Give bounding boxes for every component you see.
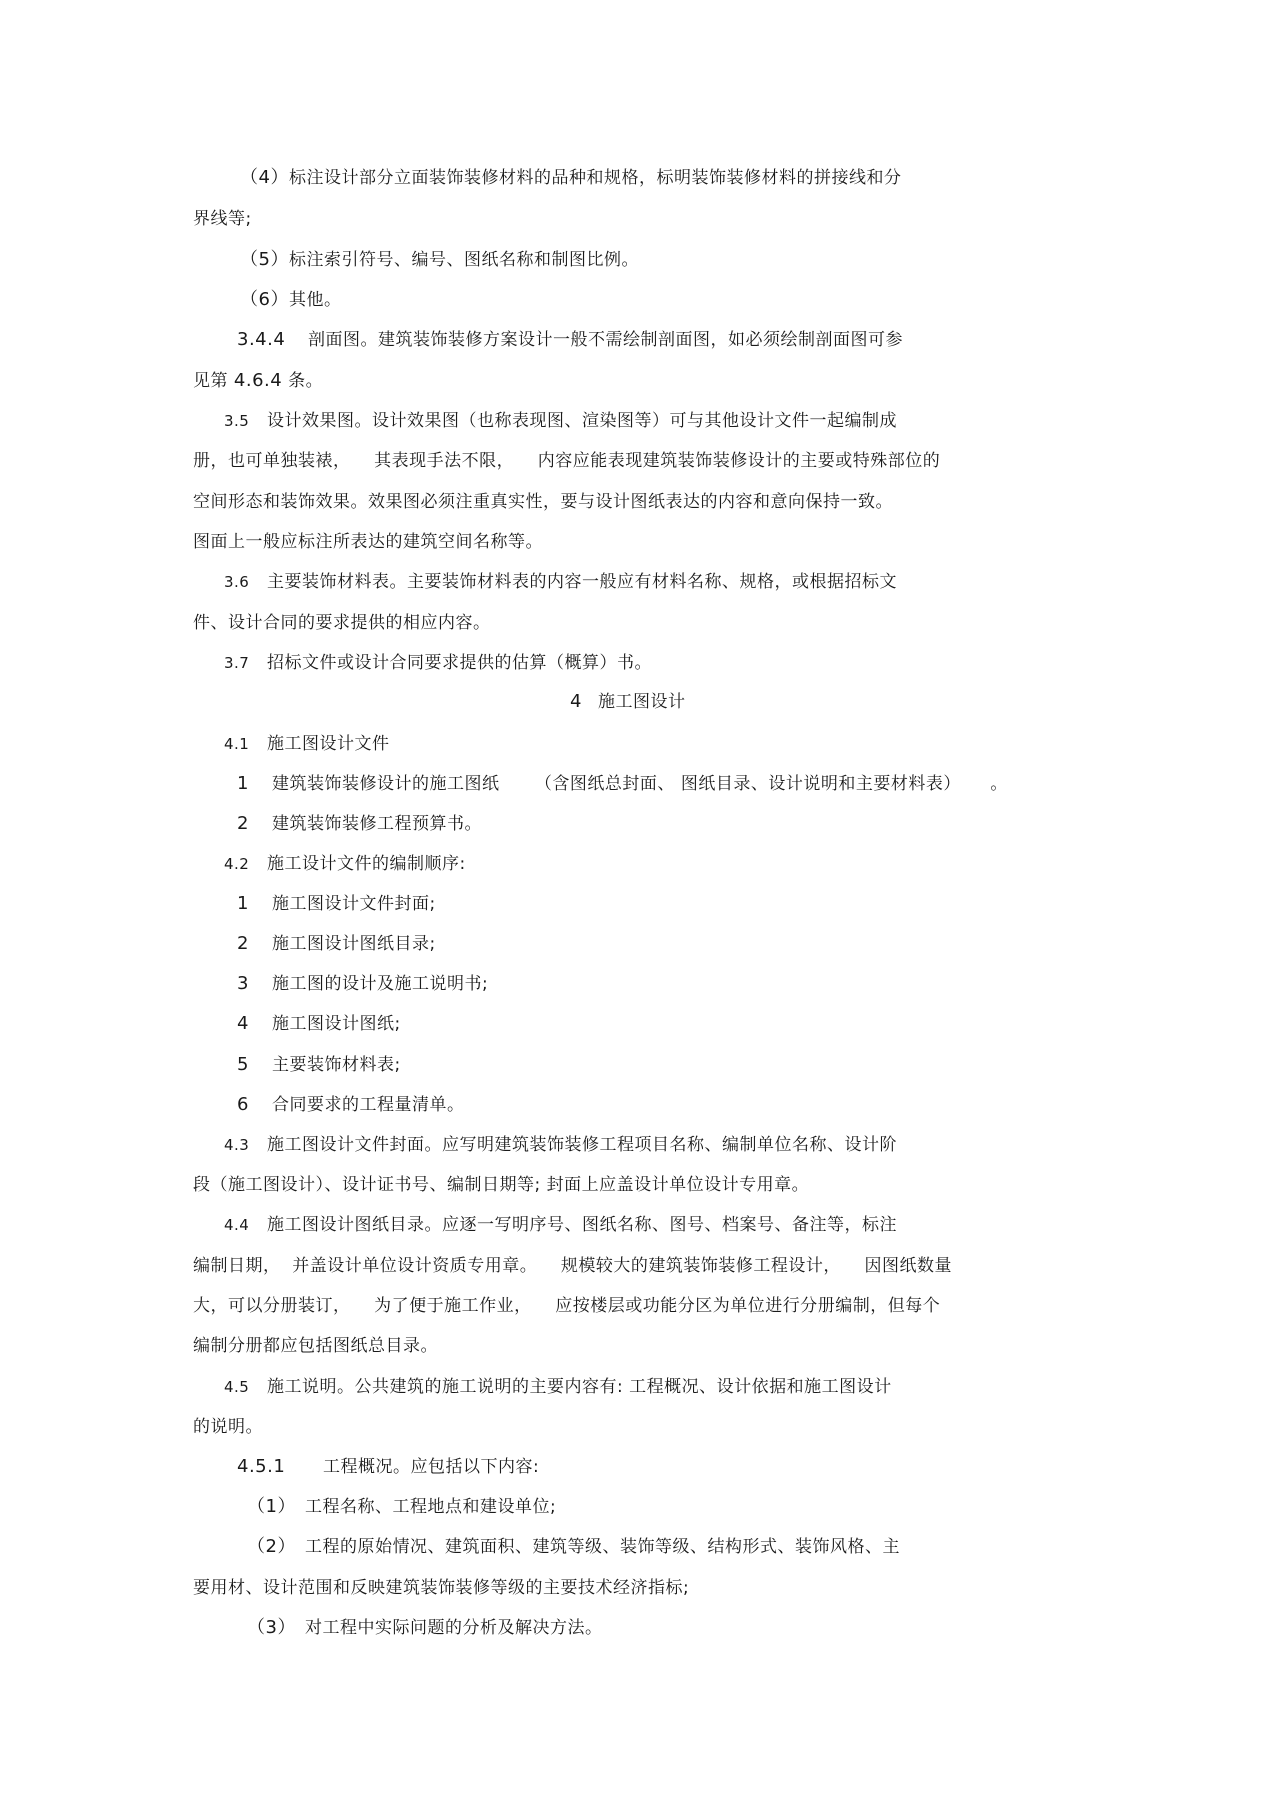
item-text: 标注索引符号、编号、图纸名称和制图比例。 [288, 250, 639, 270]
list-text: 主要装饰材料表; [272, 1055, 401, 1075]
section-3-6-line2: 件、设计合同的要求提供的相应内容。 [193, 613, 491, 633]
list-text: 施工图设计图纸目录; [272, 934, 436, 954]
section-title: 施工设计文件的编制顺序: [267, 854, 466, 874]
ref-suffix: 条。 [288, 371, 324, 391]
list-number: 4 [237, 1013, 249, 1034]
section-4-3-line2: 段（施工图设计）、设计证书号、编制日期等; 封面上应盖设计单位设计专用章。 [193, 1175, 810, 1195]
section-title: 工程概况。应包括以下内容: [323, 1457, 540, 1477]
chapter-heading [570, 690, 686, 714]
list-number: 3 [237, 973, 249, 994]
item-marker: （6） [240, 289, 289, 310]
section-4-4-line3: 大，可以分册装订， 为了便于施工作业， 应按楼层或功能分区为单位进行分册编制，但每个 [193, 1296, 941, 1316]
list-item [237, 1053, 401, 1077]
section-4-5-line2: 的说明。 [193, 1417, 263, 1437]
item-marker: （1） [247, 1496, 296, 1517]
ref-prefix: 见第 [193, 371, 228, 391]
section-text: 招标文件或设计合同要求提供的估算（概算）书。 [267, 653, 652, 673]
section-text: 施工说明。公共建筑的施工说明的主要内容有: 工程概况、设计依据和施工图设计 [267, 1377, 892, 1397]
list-number: 6 [237, 1094, 249, 1115]
item-text: 工程名称、工程地点和建设单位; [305, 1497, 557, 1517]
list-number: 1 [237, 773, 249, 794]
section-3-6-line1 [224, 570, 897, 594]
list-item [237, 932, 436, 956]
item-marker: （3） [247, 1617, 296, 1638]
sub-item-2-line2: 要用材、设计范围和反映建筑装饰装修等级的主要技术经济指标; [193, 1578, 690, 1598]
list-text: 建筑装饰装修设计的施工图纸 （含图纸总封面、 图纸目录、设计说明和主要材料表） 。 [272, 774, 1008, 794]
section-4-3-line1 [224, 1133, 897, 1157]
section-title: 施工图设计文件 [267, 734, 390, 754]
section-3-4-4-line1 [237, 328, 903, 352]
sub-item-3 [247, 1616, 603, 1640]
list-number: 5 [237, 1054, 249, 1075]
list-text: 施工图设计文件封面; [272, 894, 436, 914]
list-number: 1 [237, 893, 249, 914]
list-item [237, 1012, 401, 1036]
section-4-4-line2: 编制日期， 并盖设计单位设计资质专用章。 规模较大的建筑装饰装修工程设计， 因图纸数量 [193, 1256, 953, 1276]
item-4-line1 [240, 166, 901, 190]
section-text: 设计效果图。设计效果图（也称表现图、渲染图等）可与其他设计文件一起编制成 [267, 411, 897, 431]
section-number: 3.6 [224, 573, 250, 591]
section-number: 3.7 [224, 654, 250, 672]
list-item [237, 772, 1008, 796]
section-3-7 [224, 651, 652, 675]
list-number: 2 [237, 813, 249, 834]
section-3-5-line2: 册，也可单独装裱， 其表现手法不限， 内容应能表现建筑装饰装修设计的主要或特殊部位的 [193, 451, 941, 471]
item-6 [240, 288, 341, 312]
section-3-5-line4: 图面上一般应标注所表达的建筑空间名称等。 [193, 532, 543, 552]
section-4-1 [224, 732, 390, 756]
ref-number: 4.6.4 [233, 370, 283, 391]
list-text: 合同要求的工程量清单。 [272, 1095, 465, 1115]
list-text: 建筑装饰装修工程预算书。 [272, 814, 482, 834]
section-number: 4.5 [224, 1378, 250, 1396]
section-number: 4.4 [224, 1216, 250, 1234]
item-text: 对工程中实际问题的分析及解决方法。 [305, 1618, 603, 1638]
section-3-4-4-line2 [193, 369, 323, 393]
section-3-5-line3: 空间形态和装饰效果。效果图必须注重真实性，要与设计图纸表达的内容和意向保持一致。 [193, 492, 893, 512]
chapter-number: 4 [570, 691, 582, 712]
item-text: 其他。 [288, 290, 342, 310]
list-text: 施工图设计图纸; [272, 1014, 401, 1034]
section-4-5-line1 [224, 1375, 892, 1399]
sub-item-1 [247, 1495, 556, 1519]
section-number: 4.5.1 [237, 1456, 286, 1477]
section-number: 4.3 [224, 1136, 250, 1154]
section-number: 4.1 [224, 735, 250, 753]
section-number: 3.4.4 [237, 329, 286, 350]
section-text: 剖面图。建筑装饰装修方案设计一般不需绘制剖面图，如必须绘制剖面图可参 [308, 330, 903, 350]
section-text: 主要装饰材料表。主要装饰材料表的内容一般应有材料名称、规格，或根据招标文 [267, 572, 897, 592]
section-4-5-1 [237, 1455, 539, 1479]
item-marker: （4） [240, 167, 289, 188]
list-number: 2 [237, 933, 249, 954]
chapter-title: 施工图设计 [598, 692, 686, 712]
item-5 [240, 248, 639, 272]
section-number: 3.5 [224, 412, 250, 430]
item-4-line2: 界线等; [193, 209, 252, 229]
section-4-4-line1 [224, 1213, 897, 1237]
item-marker: （2） [247, 1536, 296, 1557]
list-text: 施工图的设计及施工说明书; [272, 974, 489, 994]
list-item [237, 892, 436, 916]
section-text: 施工图设计文件封面。应写明建筑装饰装修工程项目名称、编制单位名称、设计阶 [267, 1135, 897, 1155]
item-text: 工程的原始情况、建筑面积、建筑等级、装饰等级、结构形式、装饰风格、主 [305, 1537, 900, 1557]
list-item [237, 812, 482, 836]
item-text: 标注设计部分立面装饰装修材料的品种和规格，标明装饰装修材料的拼接线和分 [288, 168, 902, 188]
section-text: 施工图设计图纸目录。应逐一写明序号、图纸名称、图号、档案号、备注等，标注 [267, 1215, 897, 1235]
item-marker: （5） [240, 249, 289, 270]
section-number: 4.2 [224, 855, 250, 873]
list-item [237, 972, 488, 996]
section-4-4-line4: 编制分册都应包括图纸总目录。 [193, 1336, 438, 1356]
sub-item-2-line1 [247, 1535, 900, 1559]
section-4-2 [224, 852, 466, 876]
list-item [237, 1093, 465, 1117]
section-3-5-line1 [224, 409, 897, 433]
